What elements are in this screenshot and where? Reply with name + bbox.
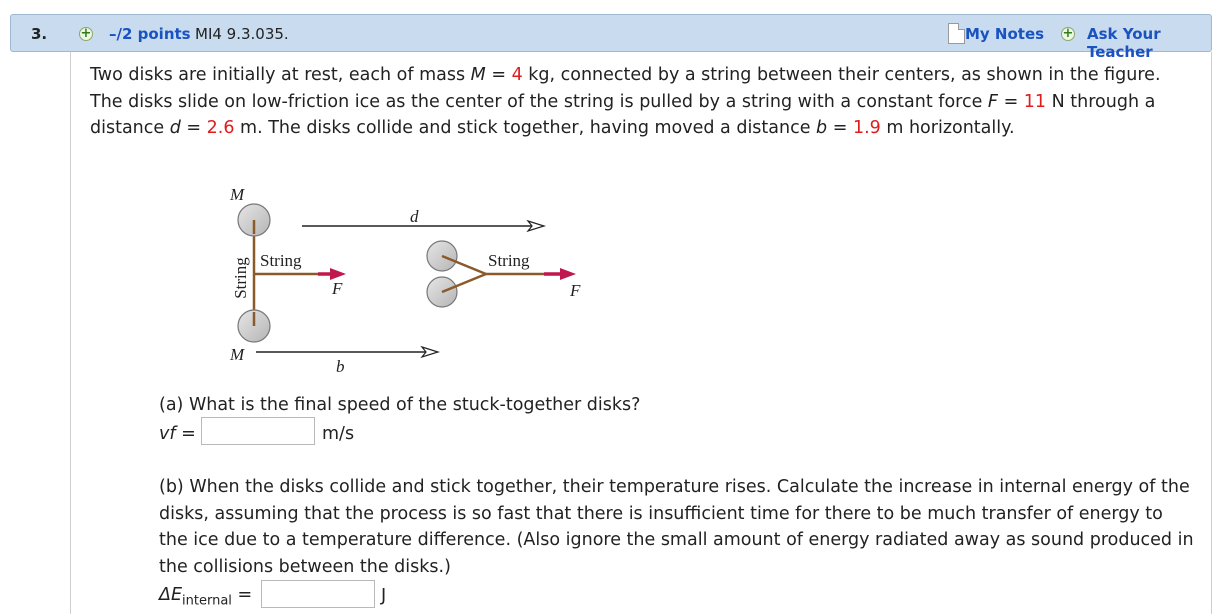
part-a-unit: m/s bbox=[322, 424, 355, 444]
force-value: 11 bbox=[1023, 91, 1047, 112]
internal-energy-input[interactable] bbox=[261, 580, 375, 608]
distance-d-value: 2.6 bbox=[206, 118, 235, 138]
ask-teacher-link[interactable]: Ask Your Teacher bbox=[1087, 25, 1161, 61]
label-string-left: String bbox=[260, 251, 302, 270]
problem-line-3: distance d = 2.6 m. The disks collide and stick together, having moved a distance b = 1.9 m horizontally. bbox=[90, 118, 1015, 138]
question-header-bar bbox=[10, 14, 1212, 61]
final-speed-input[interactable] bbox=[201, 417, 315, 445]
question-code: MI4 9.3.035. bbox=[195, 25, 289, 43]
disks-figure bbox=[220, 180, 600, 380]
force-arrow-right bbox=[544, 268, 576, 280]
label-string-right: String bbox=[488, 251, 530, 270]
distance-d-arrow bbox=[302, 221, 544, 231]
note-icon[interactable] bbox=[948, 23, 965, 44]
distance-b-value: 1.9 bbox=[852, 118, 881, 138]
my-notes-link[interactable]: My Notes bbox=[965, 25, 1045, 43]
part-a-label: vf = bbox=[159, 424, 196, 444]
label-b: b bbox=[336, 357, 345, 376]
problem-statement bbox=[90, 62, 1190, 142]
points-label: –/2 points bbox=[109, 25, 191, 43]
label-string-vertical: String bbox=[231, 257, 250, 299]
problem-line-2: The disks slide on low-friction ice as the center of the string is pulled by a string with a constant force F = 11 N through a bbox=[90, 91, 1156, 112]
problem-line-1: Two disks are initially at rest, each of mass M = 4 kg, connected by a string between their centers, as shown in the figure. bbox=[90, 65, 1161, 85]
label-d: d bbox=[410, 207, 419, 226]
label-m-bottom: M bbox=[230, 345, 245, 364]
mass-value: 4 bbox=[511, 65, 523, 85]
ask-teacher-plus-icon[interactable]: + bbox=[1062, 26, 1074, 41]
part-b-label: $\Delta E_{internal}$ = bbox=[159, 585, 253, 609]
label-m-top: M bbox=[230, 185, 245, 204]
label-f-left: F bbox=[332, 279, 343, 298]
distance-b-arrow bbox=[256, 347, 438, 357]
part-b-unit: J bbox=[381, 586, 387, 606]
part-b-question: (b) When the disks collide and stick together, their temperature rises. Calculate the increase in internal energy of the disks, assuming that the process is so fast that there is insufficient time for there to be much transfer of energy to the ice due to a temperature difference. (Also ignore the small amount of energy radiated away as sound produced in the collisions between the disks.) bbox=[159, 477, 1194, 577]
expand-plus-icon[interactable]: + bbox=[80, 26, 92, 41]
question-number: 3. bbox=[31, 25, 48, 43]
label-f-right: F bbox=[570, 281, 581, 300]
part-a-question: (a) What is the final speed of the stuck-together disks? bbox=[159, 395, 641, 415]
